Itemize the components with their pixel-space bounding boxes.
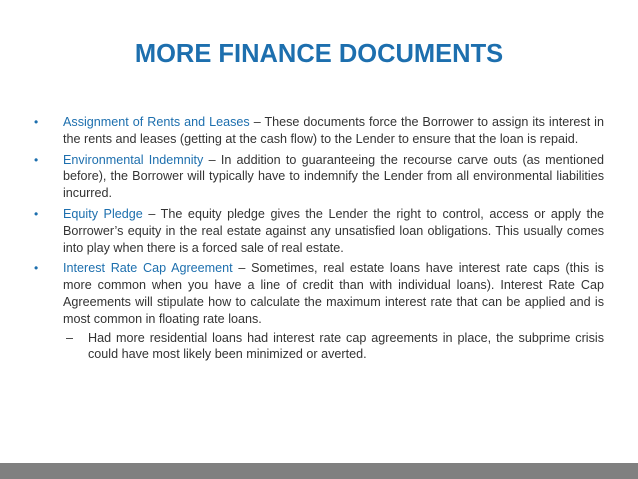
bullet-item-interest-rate-cap <box>34 260 604 363</box>
bullet-term: Assignment of Rents and Leases <box>63 115 250 129</box>
dash-icon: – <box>66 330 74 345</box>
bullet-icon: • <box>34 206 39 221</box>
sub-bullet-text: Had more residential loans had interest rate cap agreements in place, the subprime crisis could have most likely been minimized or averted. <box>88 330 604 362</box>
bullet-text: – Sometimes, real estate loans have interest rate caps (this is more common when you have a line of credit than with individual loans). Interest Rate Cap Agreements will stipulate how to calculate the maximum interest rate that can be applied and is most common in floating rate loans. <box>63 261 604 326</box>
bullet-list <box>34 114 604 367</box>
bullet-text: – In addition to guaranteeing the recourse carve outs (as mentioned before), the Borrower will typically have to indemnify the Lender from all environmental liabilities incurred. <box>63 152 604 201</box>
bullet-icon: • <box>34 261 39 276</box>
footer-bar <box>0 463 638 479</box>
bullet-item-environmental-indemnity <box>34 152 604 202</box>
bullet-item-assignment-of-rents <box>34 114 604 148</box>
bullet-icon: • <box>34 115 39 129</box>
bullet-item-equity-pledge <box>34 206 604 256</box>
bullet-term: Environmental Indemnity <box>63 152 204 167</box>
sub-bullet-item <box>63 330 604 364</box>
bullet-term: Equity Pledge <box>63 206 143 221</box>
bullet-icon: • <box>34 152 39 167</box>
slide-title: MORE FINANCE DOCUMENTS <box>134 40 504 68</box>
bullet-text: – These documents force the Borrower to assign its interest in the rents and leases (getting at the cash flow) to the Lender to ensure that the loan is repaid. <box>63 115 604 146</box>
bullet-term: Interest Rate Cap Agreement <box>63 261 233 276</box>
bullet-text: – The equity pledge gives the Lender the right to control, access or apply the Borrower’s equity in the real estate against any unsatisfied loan obligations. This usually comes into play when there is a forced sale of real estate. <box>63 206 604 255</box>
